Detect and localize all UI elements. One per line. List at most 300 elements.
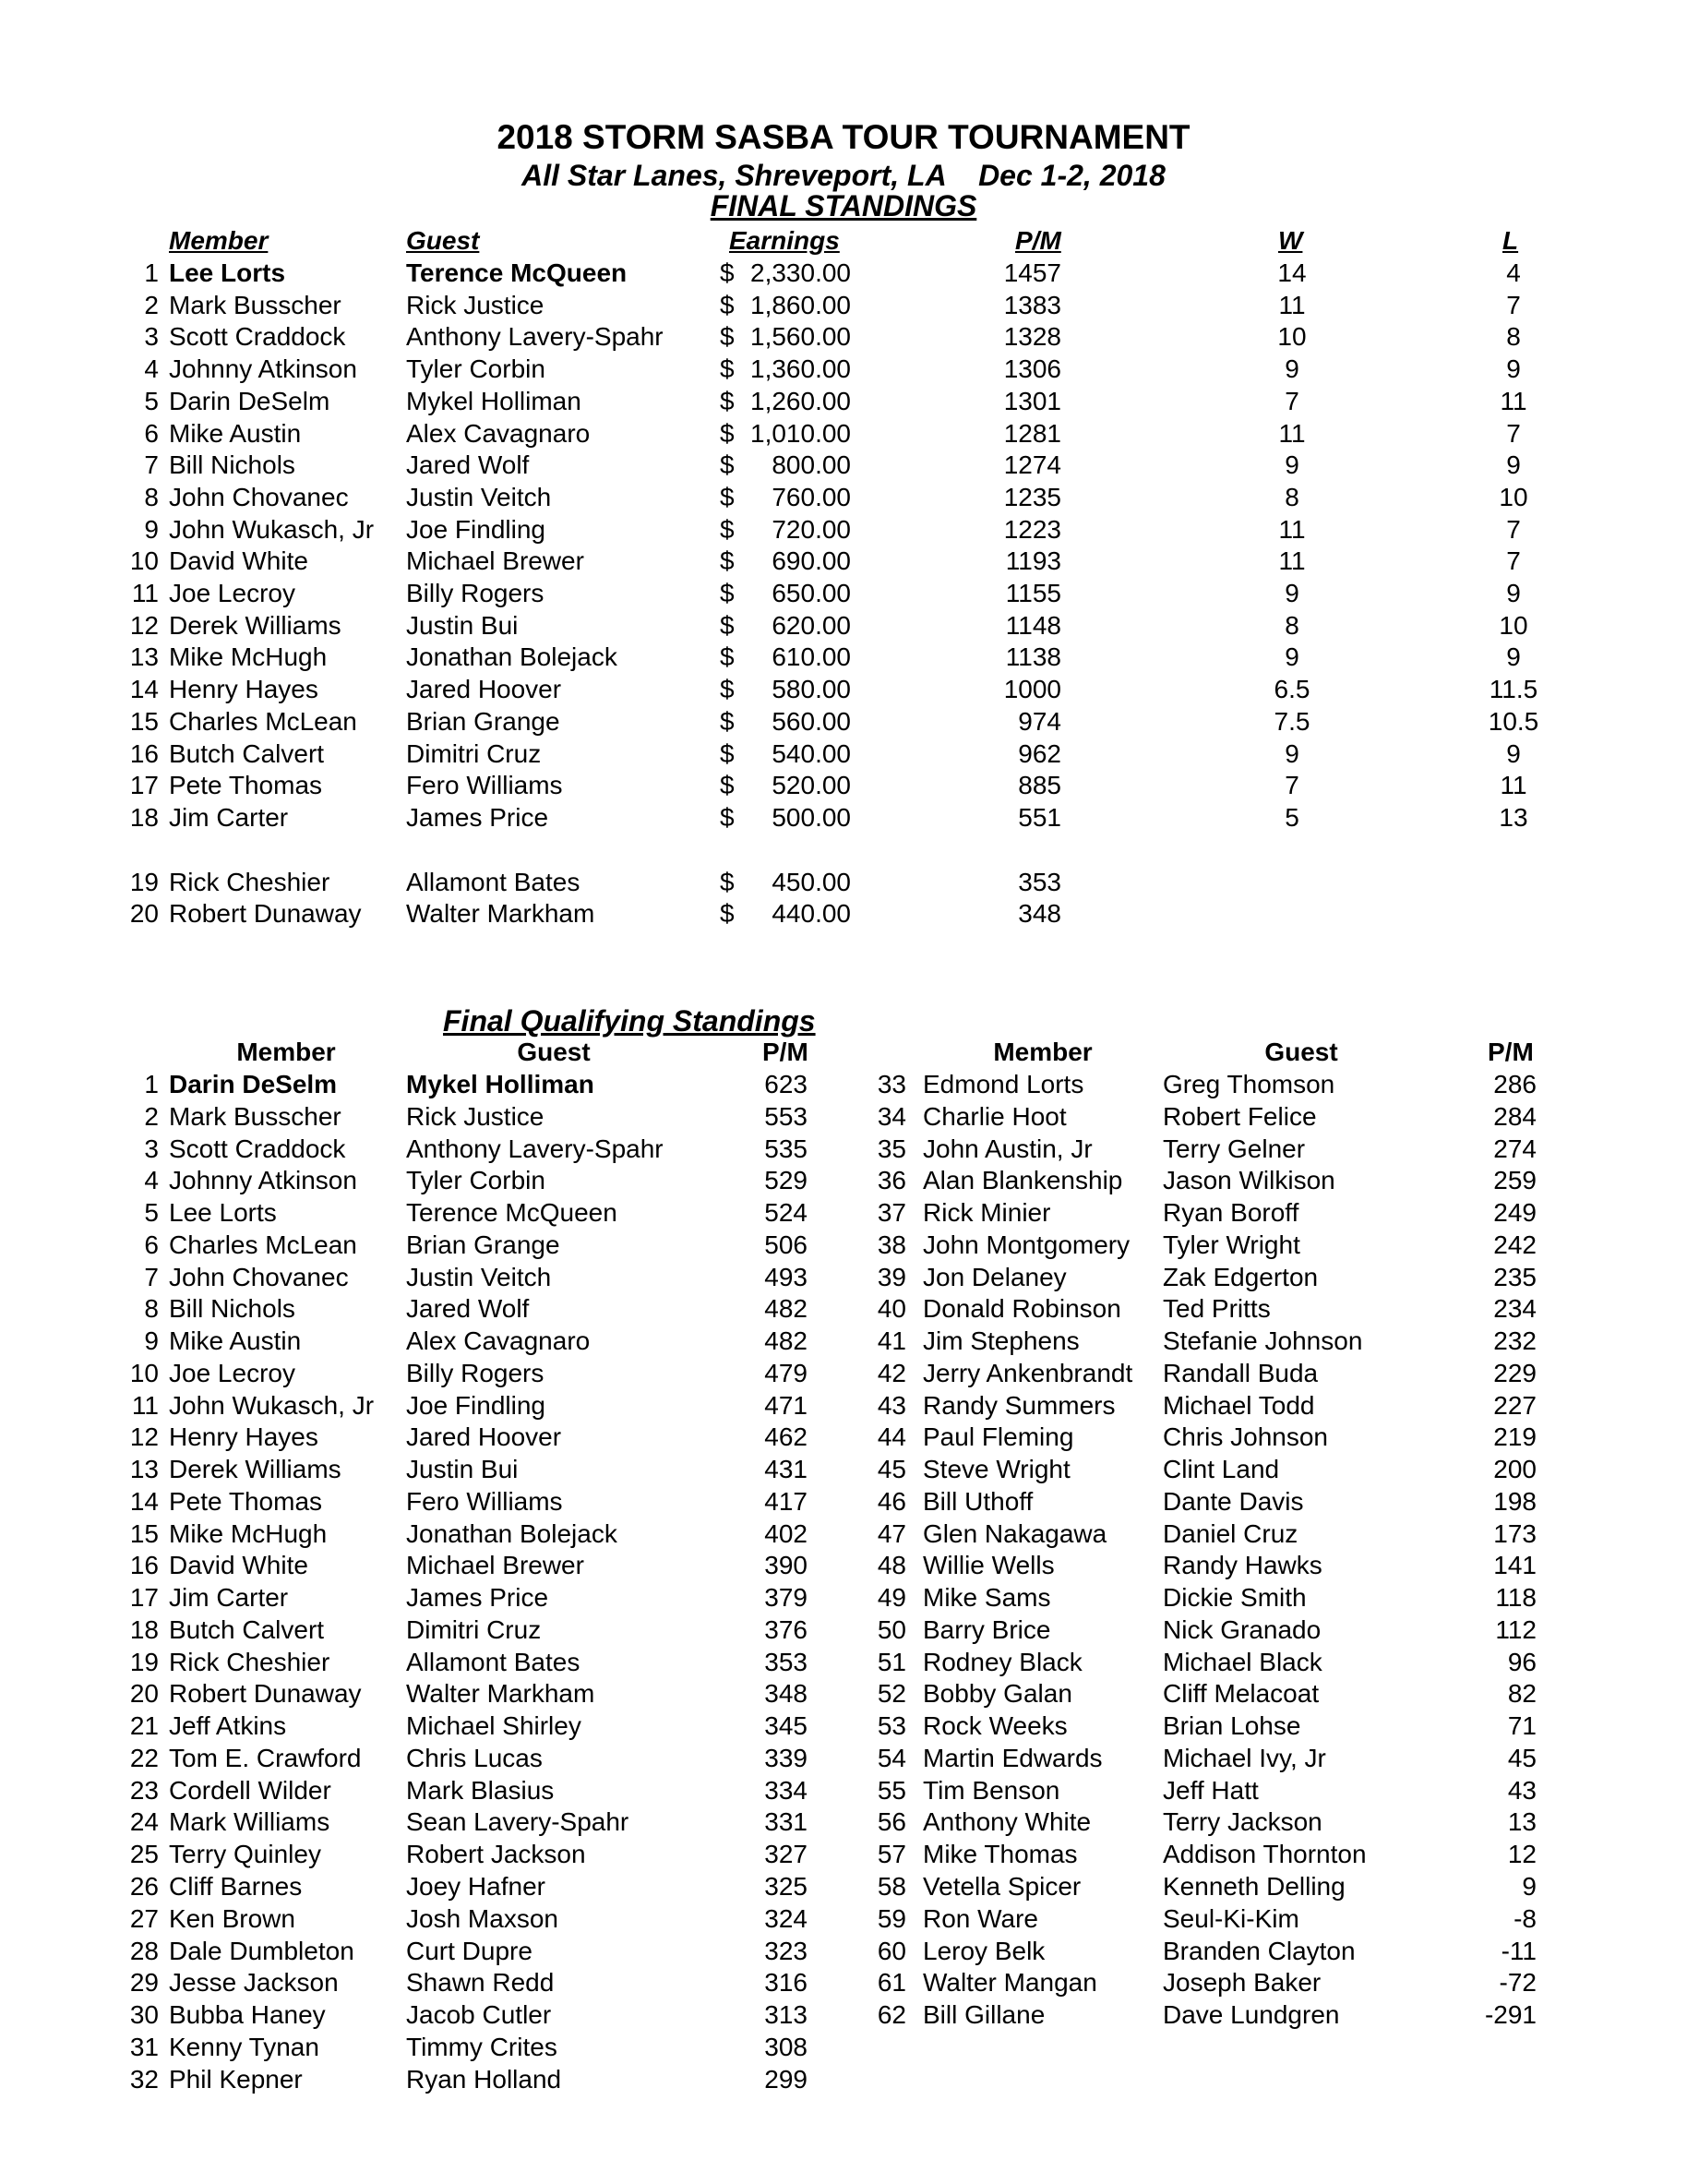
final-losses: 13 bbox=[1499, 802, 1528, 832]
qualifying-guest: Michael Black bbox=[1163, 1647, 1322, 1676]
final-member: Henry Hayes bbox=[169, 675, 318, 704]
qualifying-pm: 118 bbox=[1495, 1583, 1537, 1613]
qualifying-rank: 34 bbox=[877, 1101, 906, 1131]
qualifying-guest: Tyler Wright bbox=[1163, 1230, 1300, 1259]
qualifying-member: Phil Kepner bbox=[169, 2064, 303, 2094]
final-pm: 1306 bbox=[1003, 354, 1061, 384]
qualifying-rank: 23 bbox=[129, 1775, 159, 1805]
qualifying-guest: Seul-Ki-Kim bbox=[1163, 1903, 1299, 1933]
qualifying-rank: 27 bbox=[129, 1903, 159, 1933]
final-guest: Mykel Holliman bbox=[406, 386, 581, 415]
final-earnings: 690.00 bbox=[772, 546, 851, 576]
qualifying-guest: Michael Ivy, Jr bbox=[1163, 1743, 1326, 1772]
final-losses: 9 bbox=[1506, 738, 1521, 768]
final-losses: 11.5 bbox=[1489, 675, 1538, 704]
final-member: John Wukasch, Jr bbox=[169, 514, 375, 544]
final-wins: 6.5 bbox=[1274, 675, 1310, 704]
currency-symbol: $ bbox=[720, 354, 735, 384]
final-rank: 13 bbox=[129, 642, 159, 672]
final-pm: 1457 bbox=[1003, 258, 1061, 287]
qualifying-guest: Jared Hoover bbox=[406, 1422, 562, 1452]
qualifying-pm: 506 bbox=[764, 1230, 808, 1259]
qualifying-member: Scott Craddock bbox=[169, 1134, 346, 1163]
final-member: John Chovanec bbox=[169, 482, 349, 511]
qualifying-member: Bubba Haney bbox=[169, 2000, 326, 2030]
final-rank: 11 bbox=[131, 579, 159, 607]
final-earnings: 440.00 bbox=[772, 899, 851, 929]
final-member: Mike Austin bbox=[169, 418, 302, 448]
qualifying-guest: Billy Rogers bbox=[406, 1358, 544, 1387]
final-earnings: 1,260.00 bbox=[750, 386, 851, 415]
final-member: Darin DeSelm bbox=[169, 386, 330, 415]
qualifying-pm: 334 bbox=[764, 1775, 808, 1805]
qualifying-guest: Joe Findling bbox=[406, 1390, 545, 1420]
qualifying-rank: 10 bbox=[129, 1358, 159, 1387]
qualifying-member: Mike McHugh bbox=[169, 1518, 328, 1548]
qualifying-rank: 13 bbox=[129, 1455, 159, 1484]
qualifying-rank: 17 bbox=[129, 1583, 159, 1613]
qualifying-rank: 9 bbox=[144, 1326, 159, 1356]
final-wins: 9 bbox=[1285, 579, 1299, 607]
qualifying-member: Mike Austin bbox=[169, 1326, 302, 1356]
qualifying-rank: 57 bbox=[877, 1840, 906, 1869]
qualifying-rank: 58 bbox=[877, 1872, 906, 1901]
qualifying-rank: 24 bbox=[129, 1807, 159, 1837]
qualifying-pm: 471 bbox=[764, 1390, 808, 1420]
qualifying-rank: 52 bbox=[877, 1679, 906, 1709]
final-pm: 1274 bbox=[1003, 450, 1061, 480]
qualifying-member: Bill Gillane bbox=[923, 2000, 1046, 2030]
qualifying-guest: Jonathan Bolejack bbox=[406, 1518, 617, 1548]
qualifying-member: Walter Mangan bbox=[923, 1968, 1097, 1998]
qualifying-rank: 11 bbox=[131, 1390, 159, 1420]
final-losses: 7 bbox=[1506, 514, 1521, 544]
qualifying-rank: 4 bbox=[144, 1166, 159, 1195]
final-pm: 1223 bbox=[1003, 514, 1061, 544]
qualifying-guest: Cliff Melacoat bbox=[1163, 1679, 1320, 1709]
qualifying-member: Jesse Jackson bbox=[169, 1968, 339, 1998]
qualifying-member: Terry Quinley bbox=[169, 1840, 321, 1869]
qualifying-pm: 9 bbox=[1522, 1872, 1537, 1901]
currency-symbol: $ bbox=[720, 738, 735, 768]
qualifying-member: Tom E. Crawford bbox=[169, 1743, 362, 1772]
final-earnings: 450.00 bbox=[772, 867, 851, 896]
final-guest: Jared Wolf bbox=[406, 450, 530, 480]
final-rank: 2 bbox=[144, 290, 159, 319]
qualifying-member: Bill Nichols bbox=[169, 1294, 295, 1324]
qualifying-pm: 232 bbox=[1493, 1326, 1537, 1356]
qualifying-pm: 71 bbox=[1507, 1711, 1537, 1741]
qualifying-member: John Chovanec bbox=[169, 1262, 349, 1291]
header-earnings: Earnings bbox=[729, 226, 840, 255]
currency-symbol: $ bbox=[720, 258, 735, 287]
qualifying-pm: 242 bbox=[1493, 1230, 1537, 1259]
currency-symbol: $ bbox=[720, 899, 735, 929]
qualifying-member: Bill Uthoff bbox=[923, 1486, 1034, 1516]
final-guest: Alex Cavagnaro bbox=[406, 418, 591, 448]
final-guest: Terence McQueen bbox=[406, 258, 628, 287]
qualifying-rank: 33 bbox=[877, 1070, 906, 1098]
qualifying-pm: -291 bbox=[1484, 2000, 1537, 2030]
qualifying-pm: 402 bbox=[764, 1518, 808, 1548]
qualifying-rank: 16 bbox=[129, 1551, 159, 1580]
final-rank: 14 bbox=[129, 675, 159, 704]
qualifying-rank: 54 bbox=[877, 1743, 906, 1772]
final-earnings: 1,360.00 bbox=[750, 354, 851, 384]
qualifying-pm: 325 bbox=[764, 1872, 808, 1901]
qualifying-pm: 482 bbox=[764, 1326, 808, 1356]
qualifying-member: Henry Hayes bbox=[169, 1422, 318, 1452]
final-wins: 8 bbox=[1285, 610, 1299, 640]
qualifying-member: Cliff Barnes bbox=[169, 1872, 303, 1901]
final-wins: 7.5 bbox=[1274, 706, 1310, 736]
qualifying-rank: 28 bbox=[129, 1936, 159, 1965]
qualifying-guest: Nick Granado bbox=[1163, 1614, 1322, 1644]
qualifying-member: Paul Fleming bbox=[923, 1422, 1074, 1452]
final-wins: 5 bbox=[1285, 802, 1299, 832]
qualifying-guest: Michael Shirley bbox=[406, 1711, 581, 1741]
qualifying-pm: 13 bbox=[1507, 1807, 1537, 1837]
final-rank: 4 bbox=[144, 354, 159, 384]
final-rank: 17 bbox=[129, 771, 159, 800]
qualifying-rank: 62 bbox=[877, 2000, 906, 2030]
final-wins: 8 bbox=[1285, 482, 1299, 511]
qualifying-pm: 345 bbox=[764, 1711, 808, 1741]
qualifying-member: Butch Calvert bbox=[169, 1614, 325, 1644]
qualifying-rank: 15 bbox=[129, 1518, 159, 1548]
final-guest: Walter Markham bbox=[406, 899, 595, 929]
final-rank: 16 bbox=[129, 738, 159, 768]
qualifying-member: Mike Thomas bbox=[923, 1840, 1078, 1869]
currency-symbol: $ bbox=[720, 802, 735, 832]
final-pm: 1281 bbox=[1003, 418, 1061, 448]
final-member: Mark Busscher bbox=[169, 290, 341, 319]
final-rank: 20 bbox=[129, 899, 159, 929]
final-wins: 9 bbox=[1285, 738, 1299, 768]
qualifying-guest: Dante Davis bbox=[1163, 1486, 1304, 1516]
qualifying-rank: 20 bbox=[129, 1679, 159, 1709]
final-wins: 7 bbox=[1285, 386, 1299, 415]
qualifying-rank: 5 bbox=[144, 1198, 159, 1228]
qualifying-member: Alan Blankenship bbox=[923, 1166, 1123, 1195]
qualifying-rank: 35 bbox=[877, 1134, 906, 1163]
qualifying-pm: 284 bbox=[1493, 1101, 1537, 1131]
final-losses: 10 bbox=[1499, 610, 1528, 640]
qualifying-member: Rodney Black bbox=[923, 1647, 1083, 1676]
final-member: Pete Thomas bbox=[169, 771, 323, 800]
final-member: Mike McHugh bbox=[169, 642, 328, 672]
final-wins: 9 bbox=[1285, 642, 1299, 672]
final-earnings: 610.00 bbox=[772, 642, 851, 672]
qualifying-pm: 219 bbox=[1493, 1422, 1537, 1452]
final-earnings: 560.00 bbox=[772, 706, 851, 736]
final-rank: 6 bbox=[144, 418, 159, 448]
final-earnings: 1,860.00 bbox=[750, 290, 851, 319]
qualifying-pm: 45 bbox=[1507, 1743, 1537, 1772]
final-member: Charles McLean bbox=[169, 706, 357, 736]
qualifying-rank: 2 bbox=[144, 1101, 159, 1131]
qualifying-member: Edmond Lorts bbox=[923, 1070, 1084, 1098]
qualifying-pm: 82 bbox=[1507, 1679, 1537, 1709]
final-losses: 7 bbox=[1506, 290, 1521, 319]
final-wins: 9 bbox=[1285, 450, 1299, 480]
qualifying-pm: -11 bbox=[1501, 1936, 1537, 1965]
qualifying-member: Jon Delaney bbox=[923, 1262, 1067, 1291]
q-header-member-left: Member bbox=[236, 1038, 336, 1066]
currency-symbol: $ bbox=[720, 386, 735, 415]
qualifying-guest: Clint Land bbox=[1163, 1455, 1280, 1484]
final-earnings: 720.00 bbox=[772, 514, 851, 544]
event-location: All Star Lanes, Shreveport, LA bbox=[521, 159, 946, 192]
qualifying-guest: Allamont Bates bbox=[406, 1647, 580, 1676]
currency-symbol: $ bbox=[720, 675, 735, 704]
qualifying-rank: 40 bbox=[877, 1294, 906, 1324]
final-pm: 1328 bbox=[1003, 322, 1061, 352]
qualifying-pm: 249 bbox=[1493, 1198, 1537, 1228]
q-header-guest-left: Guest bbox=[517, 1038, 591, 1066]
qualifying-rank: 42 bbox=[877, 1358, 906, 1387]
qualifying-guest: Jared Wolf bbox=[406, 1294, 530, 1324]
header-pm: P/M bbox=[1015, 226, 1061, 255]
final-pm: 1383 bbox=[1003, 290, 1061, 319]
qualifying-pm: 353 bbox=[764, 1647, 808, 1676]
currency-symbol: $ bbox=[720, 579, 735, 607]
qualifying-pm: 229 bbox=[1493, 1358, 1537, 1387]
final-losses: 7 bbox=[1506, 418, 1521, 448]
qualifying-rank: 26 bbox=[129, 1872, 159, 1901]
final-pm: 1155 bbox=[1005, 579, 1061, 607]
currency-symbol: $ bbox=[720, 290, 735, 319]
final-member: Jim Carter bbox=[169, 802, 289, 832]
final-member: Johnny Atkinson bbox=[169, 354, 357, 384]
final-rank: 8 bbox=[144, 482, 159, 511]
final-losses: 11 bbox=[1500, 771, 1527, 800]
qualifying-rank: 59 bbox=[877, 1903, 906, 1933]
final-earnings: 500.00 bbox=[772, 802, 851, 832]
qualifying-member: Joe Lecroy bbox=[169, 1358, 295, 1387]
qualifying-pm: 431 bbox=[764, 1455, 808, 1484]
qualifying-guest: Terry Jackson bbox=[1163, 1807, 1322, 1837]
final-earnings: 800.00 bbox=[772, 450, 851, 480]
qualifying-pm: 234 bbox=[1493, 1294, 1537, 1324]
qualifying-pm: 529 bbox=[764, 1166, 808, 1195]
qualifying-member: Randy Summers bbox=[923, 1390, 1116, 1420]
final-wins: 11 bbox=[1278, 546, 1306, 576]
event-subtitle bbox=[0, 159, 1687, 193]
currency-symbol: $ bbox=[720, 450, 735, 480]
qualifying-rank: 51 bbox=[877, 1647, 906, 1676]
qualifying-guest: Ryan Boroff bbox=[1163, 1198, 1299, 1228]
qualifying-pm: 173 bbox=[1493, 1518, 1537, 1548]
qualifying-member: Lee Lorts bbox=[169, 1198, 277, 1228]
qualifying-member: Pete Thomas bbox=[169, 1486, 323, 1516]
final-guest: Jared Hoover bbox=[406, 675, 562, 704]
qualifying-member: Jim Carter bbox=[169, 1583, 289, 1613]
qualifying-member: Mike Sams bbox=[923, 1583, 1051, 1613]
currency-symbol: $ bbox=[720, 514, 735, 544]
qualifying-rank: 22 bbox=[129, 1743, 159, 1772]
final-earnings: 1,010.00 bbox=[750, 418, 851, 448]
final-earnings: 580.00 bbox=[772, 675, 851, 704]
final-pm: 1000 bbox=[1003, 675, 1061, 704]
qualifying-pm: 331 bbox=[764, 1807, 808, 1837]
qualifying-pm: 348 bbox=[764, 1679, 808, 1709]
qualifying-guest: Curt Dupre bbox=[406, 1936, 532, 1965]
qualifying-guest: Anthony Lavery-Spahr bbox=[406, 1134, 664, 1163]
page-title: 2018 STORM SASBA TOUR TOURNAMENT bbox=[497, 118, 1190, 156]
currency-symbol: $ bbox=[720, 546, 735, 576]
qualifying-guest: Sean Lavery-Spahr bbox=[406, 1807, 629, 1837]
qualifying-member: Robert Dunaway bbox=[169, 1679, 362, 1709]
final-wins: 10 bbox=[1277, 322, 1307, 352]
qualifying-guest: Mark Blasius bbox=[406, 1775, 555, 1805]
final-pm: 1235 bbox=[1003, 482, 1061, 511]
qualifying-rank: 44 bbox=[877, 1422, 906, 1452]
qualifying-guest: Michael Brewer bbox=[406, 1551, 584, 1580]
qualifying-rank: 37 bbox=[877, 1198, 906, 1228]
qualifying-member: Martin Edwards bbox=[923, 1743, 1103, 1772]
final-member: Butch Calvert bbox=[169, 738, 325, 768]
final-rank: 3 bbox=[144, 322, 159, 352]
qualifying-rank: 30 bbox=[129, 2000, 159, 2030]
qualifying-pm: 482 bbox=[764, 1294, 808, 1324]
qualifying-pm: 112 bbox=[1495, 1614, 1537, 1644]
qualifying-guest: Jason Wilkison bbox=[1163, 1166, 1335, 1195]
header-member: Member bbox=[169, 226, 269, 255]
qualifying-guest: Ryan Holland bbox=[406, 2064, 562, 2094]
final-losses: 11 bbox=[1500, 386, 1527, 415]
qualifying-heading: Final Qualifying Standings bbox=[443, 1004, 816, 1038]
qualifying-rank: 19 bbox=[129, 1647, 159, 1676]
final-losses: 7 bbox=[1506, 546, 1521, 576]
qualifying-rank: 21 bbox=[129, 1711, 159, 1741]
qualifying-rank: 3 bbox=[144, 1134, 159, 1163]
final-member: David White bbox=[169, 546, 308, 576]
final-rank: 7 bbox=[144, 450, 159, 480]
qualifying-member: Rick Cheshier bbox=[169, 1647, 330, 1676]
qualifying-member: Anthony White bbox=[923, 1807, 1092, 1837]
qualifying-member: Kenny Tynan bbox=[169, 2032, 319, 2061]
qualifying-member: Rick Minier bbox=[923, 1198, 1051, 1228]
final-guest: Justin Veitch bbox=[406, 482, 552, 511]
qualifying-rank: 55 bbox=[877, 1775, 906, 1805]
qualifying-rank: 14 bbox=[129, 1486, 159, 1516]
final-rank: 15 bbox=[129, 706, 159, 736]
qualifying-guest: Michael Todd bbox=[1163, 1390, 1315, 1420]
final-earnings: 620.00 bbox=[772, 610, 851, 640]
qualifying-rank: 38 bbox=[877, 1230, 906, 1259]
currency-symbol: $ bbox=[720, 610, 735, 640]
final-member: Rick Cheshier bbox=[169, 867, 330, 896]
qualifying-pm: 553 bbox=[764, 1101, 808, 1131]
qualifying-guest: Zak Edgerton bbox=[1163, 1262, 1319, 1291]
qualifying-guest: Branden Clayton bbox=[1163, 1936, 1356, 1965]
qualifying-member: John Austin, Jr bbox=[923, 1134, 1093, 1163]
qualifying-member: Derek Williams bbox=[169, 1455, 341, 1484]
final-losses: 9 bbox=[1506, 642, 1521, 672]
final-guest: Brian Grange bbox=[406, 706, 560, 736]
qualifying-rank: 6 bbox=[144, 1230, 159, 1259]
final-pm: 885 bbox=[1018, 771, 1061, 800]
qualifying-member: John Montgomery bbox=[923, 1230, 1131, 1259]
qualifying-guest: Ted Pritts bbox=[1163, 1294, 1271, 1324]
qualifying-rank: 25 bbox=[129, 1840, 159, 1869]
qualifying-pm: 227 bbox=[1493, 1390, 1537, 1420]
qualifying-pm: 376 bbox=[764, 1614, 808, 1644]
qualifying-guest: Mykel Holliman bbox=[406, 1070, 594, 1098]
qualifying-pm: 141 bbox=[1493, 1551, 1537, 1580]
final-rank: 19 bbox=[129, 867, 159, 896]
final-rank: 9 bbox=[144, 514, 159, 544]
qualifying-pm: 390 bbox=[764, 1551, 808, 1580]
qualifying-pm: 96 bbox=[1507, 1647, 1537, 1676]
qualifying-member: Willie Wells bbox=[923, 1551, 1055, 1580]
final-losses: 4 bbox=[1506, 258, 1521, 287]
qualifying-guest: James Price bbox=[406, 1583, 549, 1613]
qualifying-member: David White bbox=[169, 1551, 308, 1580]
qualifying-guest: Addison Thornton bbox=[1163, 1840, 1367, 1869]
final-pm: 348 bbox=[1018, 899, 1061, 929]
qualifying-member: Jeff Atkins bbox=[169, 1711, 287, 1741]
qualifying-member: Jim Stephens bbox=[923, 1326, 1080, 1356]
qualifying-rank: 48 bbox=[877, 1551, 906, 1580]
qualifying-pm: 462 bbox=[764, 1422, 808, 1452]
qualifying-guest: Joseph Baker bbox=[1163, 1968, 1322, 1998]
qualifying-rank: 32 bbox=[129, 2064, 159, 2094]
qualifying-pm: 12 bbox=[1507, 1840, 1537, 1869]
final-wins: 11 bbox=[1278, 418, 1306, 448]
final-pm: 974 bbox=[1018, 706, 1061, 736]
q-header-pm-right: P/M bbox=[1488, 1038, 1534, 1066]
qualifying-pm: 259 bbox=[1493, 1166, 1537, 1195]
qualifying-guest: Josh Maxson bbox=[406, 1903, 558, 1933]
event-dates: Dec 1-2, 2018 bbox=[978, 159, 1166, 192]
header-w: W bbox=[1278, 226, 1303, 255]
qualifying-rank: 1 bbox=[144, 1070, 159, 1098]
qualifying-member: Charlie Hoot bbox=[923, 1101, 1067, 1131]
final-earnings: 650.00 bbox=[772, 579, 851, 607]
qualifying-pm: 198 bbox=[1493, 1486, 1537, 1516]
final-guest: Dimitri Cruz bbox=[406, 738, 542, 768]
qualifying-guest: Fero Williams bbox=[406, 1486, 563, 1516]
qualifying-rank: 36 bbox=[877, 1166, 906, 1195]
qualifying-guest: Stefanie Johnson bbox=[1163, 1326, 1363, 1356]
qualifying-rank: 50 bbox=[877, 1614, 906, 1644]
qualifying-pm: 323 bbox=[764, 1936, 808, 1965]
final-rank: 12 bbox=[129, 610, 159, 640]
final-guest: Rick Justice bbox=[406, 290, 544, 319]
final-pm: 1301 bbox=[1003, 386, 1061, 415]
qualifying-member: Leroy Belk bbox=[923, 1936, 1046, 1965]
qualifying-pm: 286 bbox=[1493, 1070, 1537, 1098]
qualifying-pm: 417 bbox=[764, 1486, 808, 1516]
qualifying-pm: -72 bbox=[1499, 1968, 1537, 1998]
qualifying-member: Jerry Ankenbrandt bbox=[923, 1358, 1133, 1387]
final-member: Lee Lorts bbox=[169, 258, 286, 287]
qualifying-rank: 8 bbox=[144, 1294, 159, 1324]
qualifying-pm: 623 bbox=[764, 1070, 808, 1098]
currency-symbol: $ bbox=[720, 482, 735, 511]
currency-symbol: $ bbox=[720, 322, 735, 352]
qualifying-rank: 49 bbox=[877, 1583, 906, 1613]
currency-symbol: $ bbox=[720, 642, 735, 672]
final-losses: 9 bbox=[1506, 450, 1521, 480]
qualifying-rank: 41 bbox=[877, 1326, 906, 1356]
qualifying-guest: Alex Cavagnaro bbox=[406, 1326, 591, 1356]
qualifying-guest: Shawn Redd bbox=[406, 1968, 555, 1998]
qualifying-guest: Randall Buda bbox=[1163, 1358, 1319, 1387]
qualifying-pm: 339 bbox=[764, 1743, 808, 1772]
